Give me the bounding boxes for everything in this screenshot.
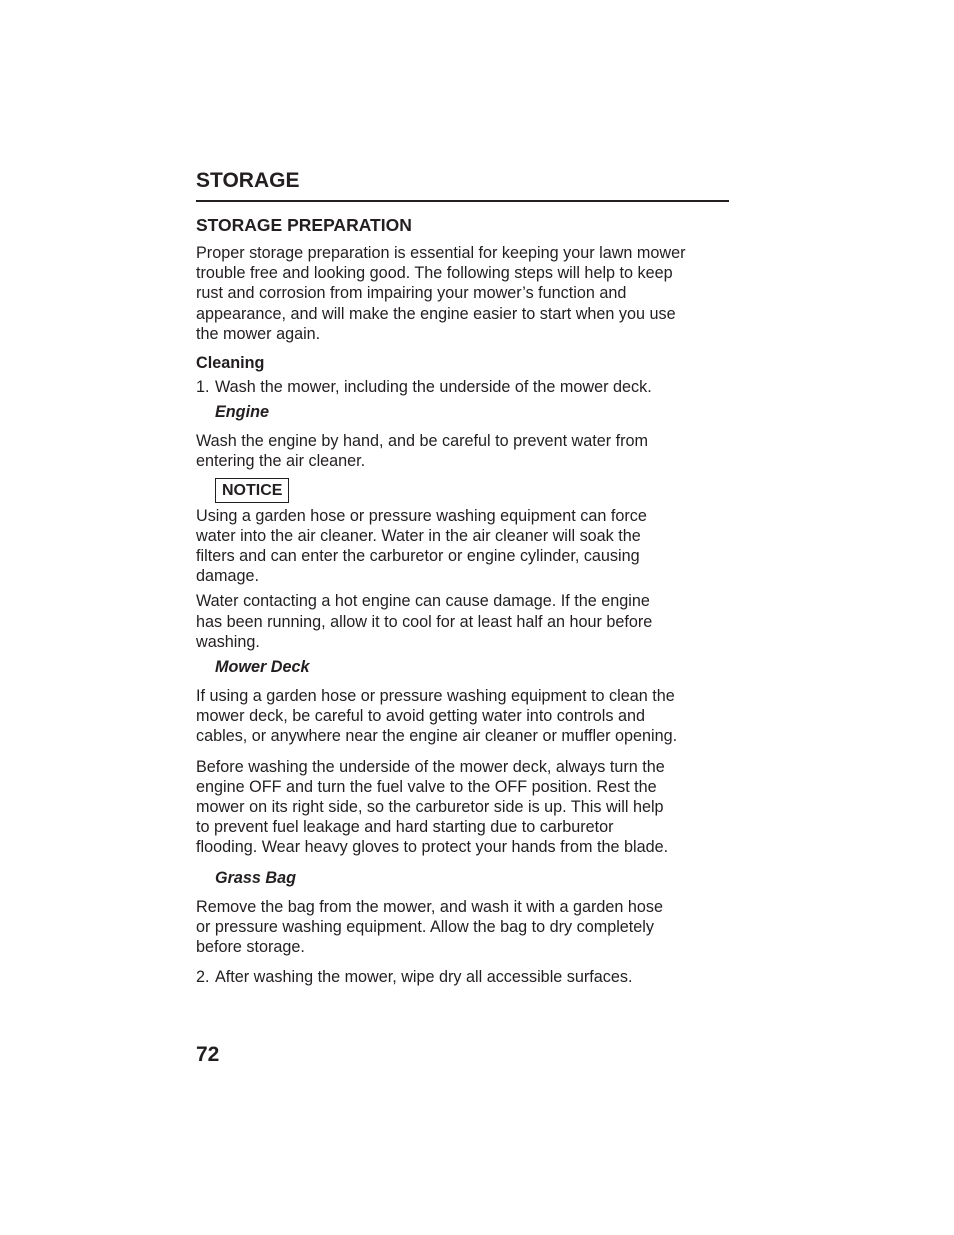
notice-paragraph-2	[196, 591, 730, 652]
step-1	[196, 377, 730, 397]
notice-label: NOTICE	[215, 478, 289, 503]
notice-line: washing.	[196, 632, 260, 651]
notice-paragraph-1	[196, 506, 730, 587]
step-text: Wash the mower, including the underside of the mower deck.	[215, 378, 652, 397]
intro-line: trouble free and looking good. The following steps will help to keep	[196, 264, 673, 283]
mower-deck-line: Before washing the underside of the mower deck, always turn the	[196, 757, 665, 776]
grass-bag-paragraph	[196, 897, 730, 958]
mower-deck-line: cables, or anywhere near the engine air cleaner or muffler opening.	[196, 727, 678, 746]
intro-line: the mower again.	[196, 324, 321, 343]
mower-deck-line: mower on its right side, so the carburetor side is up. This will help	[196, 798, 664, 817]
grass-bag-line: or pressure washing equipment. Allow the bag to dry completely	[196, 917, 654, 936]
step-2	[196, 967, 730, 987]
intro-line: rust and corrosion from impairing your mower’s function and	[196, 284, 627, 303]
intro-paragraph	[196, 243, 730, 344]
notice-line: water into the air cleaner. Water in the air cleaner will soak the	[196, 526, 641, 545]
grass-bag-line: Remove the bag from the mower, and wash it with a garden hose	[196, 897, 663, 916]
notice-line: Using a garden hose or pressure washing equipment can force	[196, 506, 647, 525]
mower-deck-line: If using a garden hose or pressure washing equipment to clean the	[196, 687, 675, 706]
mower-deck-paragraph-1	[196, 686, 730, 747]
mower-deck-line: flooding. Wear heavy gloves to protect your hands from the blade.	[196, 838, 669, 857]
step-number: 1.	[196, 378, 210, 397]
step-text: After washing the mower, wipe dry all accessible surfaces.	[215, 968, 633, 987]
notice-line: has been running, allow it to cool for at least half an hour before	[196, 612, 653, 631]
engine-heading: Engine	[215, 403, 269, 422]
step-number: 2.	[196, 968, 210, 987]
mower-deck-paragraph-2	[196, 757, 730, 858]
engine-line: entering the air cleaner.	[196, 452, 366, 471]
mower-deck-line: to prevent fuel leakage and hard starting due to carburetor	[196, 818, 614, 837]
cleaning-heading: Cleaning	[196, 354, 265, 373]
subsection-title: STORAGE PREPARATION	[196, 215, 412, 235]
notice-line: filters and can enter the carburetor or engine cylinder, causing	[196, 547, 640, 566]
page-content	[196, 213, 730, 987]
page-number: 72	[196, 1043, 220, 1066]
notice-line: Water contacting a hot engine can cause damage. If the engine	[196, 592, 650, 611]
intro-line: Proper storage preparation is essential for keeping your lawn mower	[196, 244, 686, 262]
intro-line: appearance, and will make the engine easier to start when you use	[196, 304, 676, 323]
mower-deck-line: mower deck, be careful to avoid getting water into controls and	[196, 707, 645, 726]
grass-bag-line: before storage.	[196, 938, 305, 957]
engine-paragraph	[196, 431, 730, 471]
mower-deck-line: engine OFF and turn the fuel valve to the OFF position. Rest the	[196, 777, 657, 796]
mower-deck-heading: Mower Deck	[215, 658, 310, 677]
grass-bag-heading: Grass Bag	[215, 868, 296, 887]
notice-line: damage.	[196, 567, 259, 586]
section-title: STORAGE	[196, 168, 729, 202]
engine-line: Wash the engine by hand, and be careful to prevent water from	[196, 432, 649, 451]
